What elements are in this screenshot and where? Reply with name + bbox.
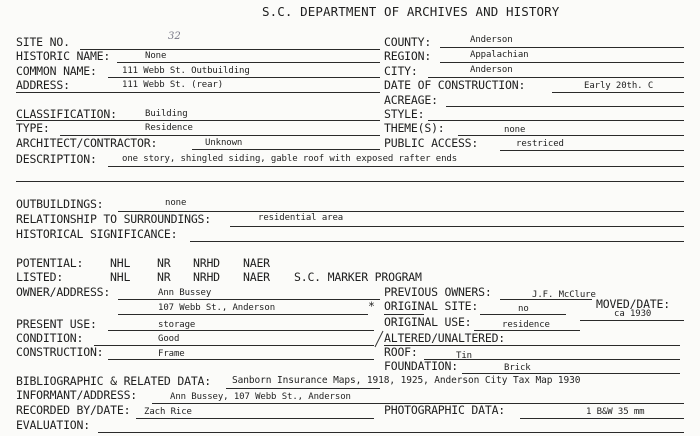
acreage-line <box>446 106 684 107</box>
description-label: DESCRIPTION: <box>16 152 97 166</box>
style-label: STYLE: <box>384 107 425 121</box>
original-use-overline <box>384 314 424 315</box>
roof-label: ROOF: <box>384 345 418 359</box>
informant-label: INFORMANT/ADDRESS: <box>16 388 138 402</box>
description-line-2 <box>16 181 684 182</box>
condition-label: CONDITION: <box>16 331 84 345</box>
outbuildings-label: OUTBUILDINGS: <box>16 197 104 211</box>
address-line <box>16 92 380 93</box>
themes-label: THEME(S): <box>384 121 445 135</box>
page-title: S.C. DEPARTMENT OF ARCHIVES AND HISTORY <box>262 4 560 19</box>
informant-value: Ann Bussey, 107 Webb St., Anderson <box>170 392 351 402</box>
moved-date-value: ca 1930 <box>614 309 652 319</box>
classification-line <box>16 120 380 121</box>
previous-owners-label: PREVIOUS OWNERS: <box>384 285 492 299</box>
present-use-line <box>108 330 374 331</box>
bibliographic-label: BIBLIOGRAPHIC & RELATED DATA: <box>16 374 211 388</box>
date-construction-line <box>552 92 684 93</box>
original-use-value: residence <box>502 320 550 330</box>
owner-asterisk: * <box>368 299 375 313</box>
bibliographic-line <box>226 388 380 389</box>
altered-label: ALTERED/UNALTERED: <box>384 331 506 345</box>
city-label: CITY: <box>384 64 418 78</box>
relationship-line <box>230 226 684 227</box>
evaluation-line <box>98 432 684 433</box>
potential-nrhd: NRHD <box>193 256 220 270</box>
listed-label: LISTED: <box>16 270 64 284</box>
owner-line-2 <box>118 314 368 315</box>
date-construction-value: Early 20th. C <box>584 81 654 91</box>
region-value: Appalachian <box>470 50 529 60</box>
foundation-label: FOUNDATION: <box>384 359 458 373</box>
architect-line <box>192 149 380 150</box>
historic-name-line <box>117 62 380 63</box>
condition-line <box>94 345 374 346</box>
photographic-value: 1 B&W 35 mm <box>586 407 645 417</box>
recorded-by-label: RECORDED BY/DATE: <box>16 403 131 417</box>
previous-owners-value: J.F. McClure <box>532 290 596 300</box>
classification-label: CLASSIFICATION: <box>16 107 117 121</box>
region-line <box>440 62 684 63</box>
county-value: Anderson <box>470 35 513 45</box>
roof-value: Tin <box>456 351 472 361</box>
date-construction-label: DATE OF CONSTRUCTION: <box>384 78 526 92</box>
moved-date-label: MOVED/DATE: <box>596 297 670 311</box>
address-label: ADDRESS: <box>16 78 70 92</box>
significance-line <box>190 241 684 242</box>
condition-value: Good <box>158 334 180 344</box>
classification-value: Building <box>145 109 188 119</box>
construction-line <box>108 359 374 360</box>
listed-nr: NR <box>157 270 171 284</box>
architect-value: Unknown <box>205 138 243 148</box>
present-use-value: storage <box>158 320 196 330</box>
original-site-label: ORIGINAL SITE: <box>384 299 479 313</box>
style-line <box>428 120 684 121</box>
themes-line <box>458 135 684 136</box>
listed-marker-program: S.C. MARKER PROGRAM <box>294 270 422 284</box>
city-value: Anderson <box>470 65 513 75</box>
photographic-label: PHOTOGRAPHIC DATA: <box>384 403 506 417</box>
potential-naer: NAER <box>243 256 270 270</box>
previous-owners-line <box>500 299 592 300</box>
outbuildings-value: none <box>165 198 187 208</box>
historic-name-value: None <box>145 51 167 61</box>
site-no-line <box>80 49 380 50</box>
address-value: 111 Webb St. (rear) <box>122 80 224 90</box>
present-use-label: PRESENT USE: <box>16 317 97 331</box>
recorded-by-value: Zach Rice <box>144 407 192 417</box>
original-site-line <box>480 314 566 315</box>
owner-line-1 <box>118 299 380 300</box>
description-value: one story, shingled siding, gable roof with exposed rafter ends <box>122 154 458 164</box>
owner-name-value: Ann Bussey <box>158 288 212 298</box>
potential-nhl: NHL <box>110 256 131 270</box>
evaluation-label: EVALUATION: <box>16 418 90 432</box>
type-label: TYPE: <box>16 121 50 135</box>
listed-nhl: NHL <box>110 270 131 284</box>
common-name-value: 111 Webb St. Outbuilding <box>122 66 250 76</box>
foundation-line <box>462 373 680 374</box>
public-access-label: PUBLIC ACCESS: <box>384 136 479 150</box>
listed-naer: NAER <box>243 270 270 284</box>
relationship-value: residential area <box>258 213 344 223</box>
region-label: REGION: <box>384 49 432 63</box>
construction-label: CONSTRUCTION: <box>16 345 104 359</box>
type-value: Residence <box>145 123 193 133</box>
recorded-by-line <box>136 418 374 419</box>
historic-name-label: HISTORIC NAME: <box>16 49 111 63</box>
foundation-value: Brick <box>504 363 531 373</box>
roof-line <box>424 359 680 360</box>
public-access-value: restriced <box>516 139 564 149</box>
potential-label: POTENTIAL: <box>16 256 84 270</box>
bibliographic-value: Sanborn Insurance Maps, 1918, 1925, Anderson City Tax Map 1930 <box>232 375 581 386</box>
potential-nr: NR <box>157 256 171 270</box>
original-use-label: ORIGINAL USE: <box>384 315 472 329</box>
listed-nrhd: NRHD <box>193 270 220 284</box>
relationship-label: RELATIONSHIP TO SURROUNDINGS: <box>16 212 211 226</box>
owner-label: OWNER/ADDRESS: <box>16 285 111 299</box>
common-name-line <box>108 77 380 78</box>
photographic-line <box>520 418 684 419</box>
acreage-label: ACREAGE: <box>384 93 438 107</box>
description-line-1 <box>108 166 684 167</box>
architect-label: ARCHITECT/CONTRACTOR: <box>16 136 158 150</box>
site-no-value: 32 <box>168 31 181 42</box>
county-label: COUNTY: <box>384 35 432 49</box>
common-name-label: COMMON NAME: <box>16 64 97 78</box>
construction-value: Frame <box>158 349 185 359</box>
county-line <box>440 47 684 48</box>
original-site-value: no <box>518 304 529 314</box>
altered-line <box>384 345 680 346</box>
themes-value: none <box>504 125 526 135</box>
site-no-label: SITE NO. <box>16 35 70 49</box>
moved-date-line <box>580 320 684 321</box>
public-access-line <box>500 150 684 151</box>
owner-address-value: 107 Webb St., Anderson <box>158 303 276 313</box>
significance-label: HISTORICAL SIGNIFICANCE: <box>16 227 178 241</box>
